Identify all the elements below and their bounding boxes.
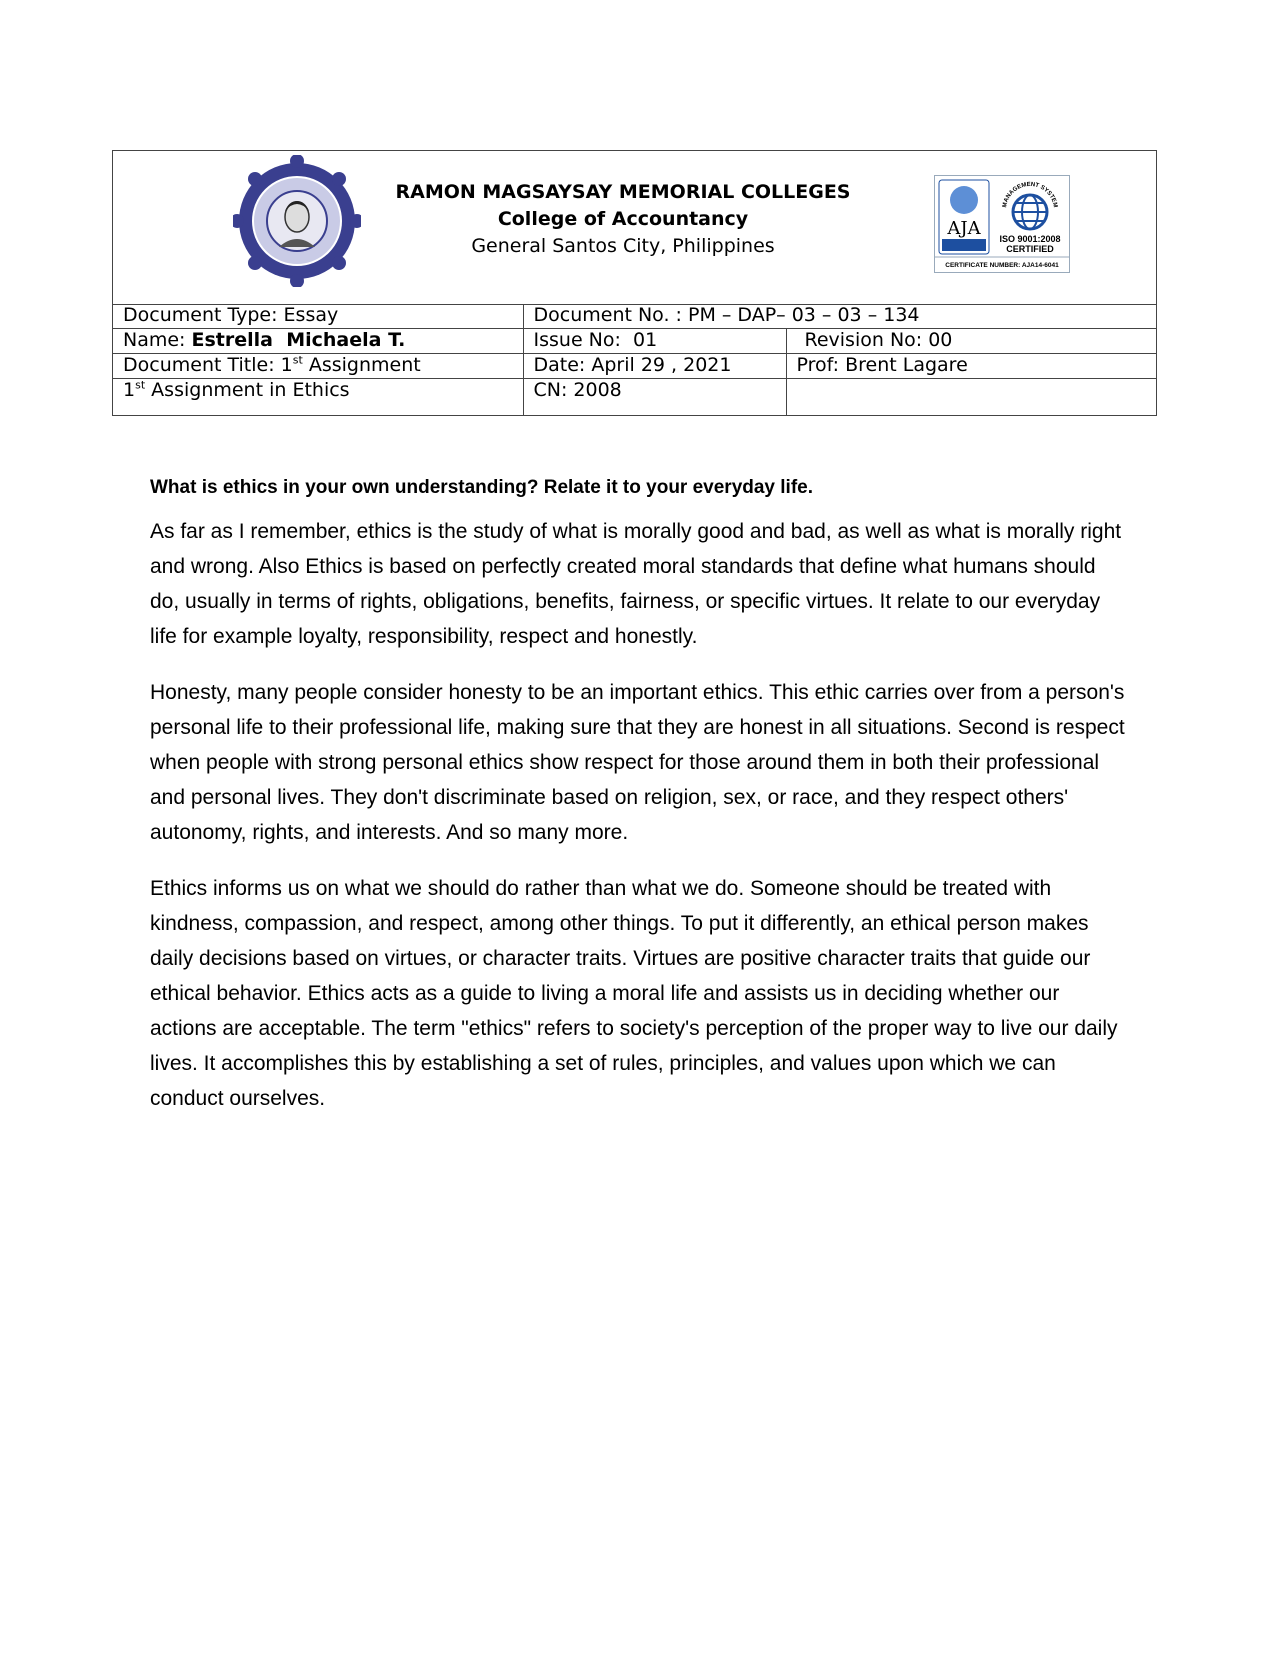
aja-text: AJA [947,218,981,239]
revision-number: Revision No: 00 [786,329,1156,354]
college-name: College of Accountancy [497,208,749,230]
title-sup: st [292,353,303,367]
institution-name: RAMON MAGSAYSAY MEMORIAL COLLEGES [395,181,851,203]
cn-number: CN: 2008 [523,379,786,416]
title-suffix: Assignment [302,354,421,376]
iso-text: ISO 9001:2008 [999,234,1061,244]
title-prefix: Document Title: 1 [123,354,293,376]
name-label: Name: [123,329,192,351]
essay-paragraph: As far as I remember, ethics is the study of what is morally good and bad, as well as what is morally right and wrong. Also Ethics is based on perfectly created moral standards that define what humans should do, usually in terms of rights, obligations, benefits, fairness, or specific virtues. It relate to our everyday life for example loyalty, responsibility, respect and honestly. [150,520,1122,648]
essay-question: What is ethics in your own understanding? Relate it to your everyday life. [150,477,814,498]
college-seal-logo [233,155,361,287]
subject-sup: st [135,378,146,392]
certified-text: CERTIFIED [1006,244,1054,254]
essay-body [150,476,1125,1137]
management-system-text: MANAGEMENT SYSTEM [1002,181,1058,209]
subject-prefix: 1 [123,379,136,401]
college-location: General Santos City, Philippines [471,235,775,257]
document-number: Document No. : PM – DAP– 03 – 03 – 134 [523,304,1156,329]
name-value: Estrella Michaela T. [191,329,406,351]
document-header [112,150,1157,416]
subject-suffix: Assignment in Ethics [145,379,350,401]
document-type: Document Type: Essay [113,304,523,329]
document-info-table [113,304,1156,415]
document-title [113,354,523,379]
professor: Prof: Brent Lagare [786,354,1156,379]
essay-paragraph: Honesty, many people consider honesty to be an important ethics. This ethic carries over from a person's personal life to their professional life, making sure that they are honest in all situations. Second is respect when people with strong personal ethics show respect for those around them in both their professional and personal lives. They don't discriminate based on religion, sex, or race, and they respect others' autonomy, rights, and interests. And so many more. [150,681,1125,844]
empty-cell [786,379,1156,416]
document-date: Date: April 29 , 2021 [523,354,786,379]
issue-number: Issue No: 01 [523,329,786,354]
student-name [113,329,523,354]
header-banner [113,151,1156,305]
header-titles [363,179,883,260]
assignment-subject [113,379,523,416]
iso-certification-logo [934,175,1070,273]
certificate-number-text: CERTIFICATE NUMBER: AJA14-6041 [945,262,1059,269]
essay-paragraph: Ethics informs us on what we should do rather than what we do. Someone should be treated with kindness, compassion, and respect, among other things. To put it differently, an ethical person makes daily decisions based on virtues, or character traits. Virtues are positive character traits that guide our ethical behavior. Ethics acts as a guide to living a moral life and assists us in deciding whether our actions are acceptable. The term "ethics" refers to society's perception of the proper way to live our daily lives. It accomplishes this by establishing a set of rules, principles, and values upon which we can conduct ourselves. [150,877,1118,1110]
